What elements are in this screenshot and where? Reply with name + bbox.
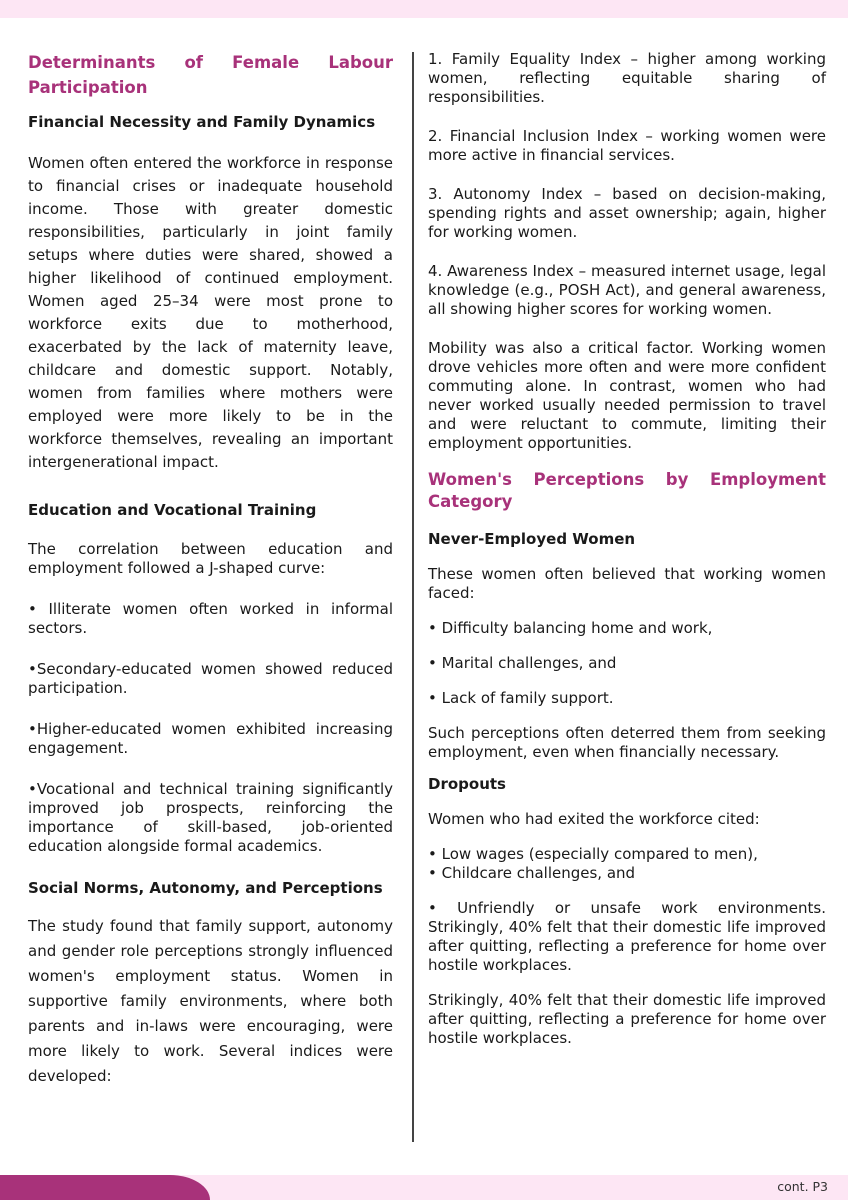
paragraph-mobility: Mobility was also a critical factor. Working women drove vehicles more often and were more confident commuting alone. In contrast, women who had never worked usually needed permission to travel and were reluctant to commute, limiting their employment opportunities. <box>428 339 826 452</box>
bottom-accent-tab <box>0 1175 210 1200</box>
subheading-financial: Financial Necessity and Family Dynamics <box>28 113 376 131</box>
heading-line-2: Category <box>428 492 513 511</box>
paragraph-never-employed-outro: Such perceptions often deterred them from seeking employment, even when financially necessary. <box>428 724 826 761</box>
index-awareness: 4. Awareness Index – measured internet usage, legal knowledge (e.g., POSH Act), and general awareness, all showing higher scores for working women. <box>428 262 826 318</box>
bullet-unsafe-environments: • Unfriendly or unsafe work environments. Strikingly, 40% felt that their domestic life improved after quitting, reflecting a preference for home over hostile workplaces. <box>428 899 826 974</box>
bullet-childcare: • Childcare challenges, and <box>428 864 636 882</box>
heading-line-2: Participation <box>28 78 148 97</box>
bullet-low-wages: • Low wages (especially compared to men), <box>428 845 758 863</box>
bullet-higher: •Higher-educated women exhibited increasing engagement. <box>28 720 393 757</box>
bullet-family-support: • Lack of family support. <box>428 689 614 707</box>
bullet-illiterate: • Illiterate women often worked in informal sectors. <box>28 600 393 637</box>
page-continuation-label: cont. P3 <box>777 1179 828 1194</box>
bullet-marital: • Marital challenges, and <box>428 654 617 672</box>
bullet-secondary: •Secondary-educated women showed reduced participation. <box>28 660 393 697</box>
paragraph-dropouts-final: Strikingly, 40% felt that their domestic life improved after quitting, reflecting a preference for home over hostile workplaces. <box>428 991 826 1047</box>
paragraph-never-employed-intro: These women often believed that working women faced: <box>428 565 826 602</box>
bullet-vocational: •Vocational and technical training significantly improved job prospects, reinforcing the importance of skill-based, job-oriented education alongside formal academics. <box>28 780 393 855</box>
section-heading-perceptions <box>428 469 826 513</box>
bullet-balancing: • Difficulty balancing home and work, <box>428 619 713 637</box>
left-column <box>28 50 393 1089</box>
section-heading-determinants <box>28 50 393 100</box>
heading-line-1: Women's Perceptions by Employment <box>428 470 826 489</box>
paragraph-dropouts-intro: Women who had exited the workforce cited: <box>428 810 760 828</box>
top-band <box>0 0 848 18</box>
paragraph-financial: Women often entered the workforce in response to financial crises or inadequate household income. Those with greater domestic responsibilities, particularly in joint family setups where duties were shared, showed a higher likelihood of continued employment. Women aged 25–34 were most prone to workforce exits due to motherhood, exacerbated by the lack of maternity leave, childcare and domestic support. Notably, women from families where mothers were employed were more likely to be in the workforce themselves, revealing an important intergenerational impact. <box>28 154 393 471</box>
index-autonomy: 3. Autonomy Index – based on decision-making, spending rights and asset ownership; again, higher for working women. <box>428 185 826 241</box>
subheading-dropouts: Dropouts <box>428 775 506 793</box>
heading-line-1: Determinants of Female Labour <box>28 53 393 72</box>
subheading-education: Education and Vocational Training <box>28 501 317 519</box>
subheading-social-norms: Social Norms, Autonomy, and Perceptions <box>28 879 383 897</box>
right-column <box>428 50 826 1048</box>
paragraph-education-intro: The correlation between education and employment followed a J-shaped curve: <box>28 540 393 577</box>
paragraph-social-norms: The study found that family support, autonomy and gender role perceptions strongly influenced women's employment status. Women in supportive family environments, where both parents and in-laws were encouraging, were more likely to work. Several indices were developed: <box>28 917 393 1085</box>
index-financial-inclusion: 2. Financial Inclusion Index – working women were more active in financial services. <box>428 127 826 164</box>
subheading-never-employed: Never-Employed Women <box>428 530 636 548</box>
index-family-equality: 1. Family Equality Index – higher among working women, reflecting equitable sharing of responsibilities. <box>428 50 826 106</box>
column-divider <box>412 52 414 1142</box>
